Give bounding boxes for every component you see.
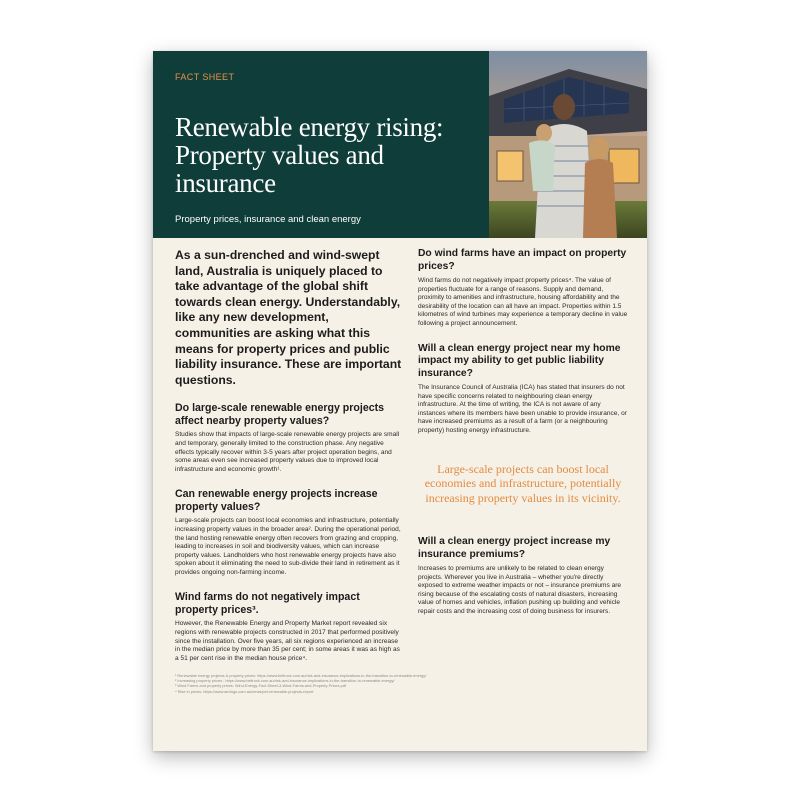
section-heading: Do wind farms have an impact on property prices? — [418, 248, 627, 272]
section-body: The Insurance Council of Australia (ICA) has stated that insurers do not have specific concerns related to neighbouring clean energy infrastructure. At the time of writing, the ICA is not aware of any instances where its members have been unable to provide insurance, or have increased premiums as a result of a farm (or a neighbouring property) hosting energy infrastructure. — [418, 384, 627, 435]
section-body: Wind farms do not negatively impact property prices⁴. The value of properties fluctuate for a range of reasons. Supply and demand, proximity to amenities and infrastructure, housing affordability and the desirability of the location can all have an impact. Properties within 1.5 kilometres of wind turbines may experience a temporary decline in value following a project announcement. — [418, 277, 628, 327]
family-house-solar-photo — [489, 51, 647, 238]
fact-sheet-page — [153, 51, 647, 751]
footnote: ¹ Renewable energy projects & property prices: https://www.bellrock.com.au/risk-and-insurance-implications-in-the-transition-to-renewable-energy/ — [175, 673, 427, 678]
title-line: Property values and — [175, 140, 384, 170]
section-heading: Will a clean energy project near my home impact my ability to get public liability insurance? — [418, 342, 621, 379]
eyebrow-label: FACT SHEET — [175, 72, 235, 82]
footnote: ⁴ Rise in prices: https://www.aerlogo.com.au/news/pet-renewable-projects-report — [175, 688, 314, 694]
title-line: Renewable energy rising: — [175, 112, 444, 142]
page-subtitle: Property prices, insurance and clean energy — [175, 214, 361, 225]
footnote: ² Increasing property prices : https://www.bellrock.com.au/risk-and-insurance-implications-in-the-transition-to-renewable-energy/ — [175, 678, 395, 684]
section-heading: Wind farms do not negatively impact property prices³. — [175, 591, 360, 616]
section-body: Studies show that impacts of large-scale renewable energy projects are small and temporary, generally limited to the construction phase. Any negative effects typically recover within 3-5 years after project operation begins, and some areas even see increased property values due to improved local infrastructure and economic growth¹. — [175, 431, 400, 473]
section-heading: Can renewable energy projects increase property values? — [175, 488, 378, 513]
header-banner — [153, 51, 489, 238]
left-column — [175, 248, 403, 677]
section-body: Increases to premiums are unlikely to be related to clean energy projects. Wherever you live in Australia – whether you're directly exposed to extreme weather impacts or not – insurance premiums are rising because of the escalating costs of natural disasters, increasing value of homes and vehicles, inflation pushing up building and vehicle repair costs and the increasing cost of doing business for insurers. — [418, 565, 622, 615]
footnote: ³ Wind Farms and property prices: Wind-Energy-Fact-Sheet-3-Wind-Farms-and-Property-Prices.pdf — [175, 683, 347, 689]
title-line: insurance — [175, 168, 276, 198]
section-body: However, the Renewable Energy and Property Market report revealed six regions with renewable projects constructed in 2017 that performed positively since the installation. Over five years, all six regions experienced an increase in the median price by more than 35 per cent; in some areas it was as high as a 51 per cent rise in the median house price⁴. — [175, 620, 400, 662]
section-heading: Do large-scale renewable energy projects affect nearby property values? — [175, 402, 385, 427]
page-title — [175, 113, 485, 197]
section-heading: Will a clean energy project increase my insurance premiums? — [418, 536, 611, 560]
right-column — [418, 248, 628, 631]
section-body: Large-scale projects can boost local economies and infrastructure, potentially increasing property values in the broader area². During the operational period, the land hosting renewable energy often recovers from grazing and cropping, leading to increases in soil and biodiversity values, which can increase property values. Landholders who host renewable energy projects have also spoken about it eliminating the need to sub-divide their land in retirement as it provides ongoing non-farming income. — [175, 517, 401, 576]
pull-quote: Large-scale projects can boost local economies and infrastructure, potentially increasing property values in its vicinity. — [424, 461, 622, 506]
intro-paragraph: As a sun-drenched and wind-swept land, Australia is uniquely placed to take advantage of the global shift towards clean energy. Understandably, like any new development, communities are asking what this means for property prices and public liability insurance. These are important questions. — [175, 248, 402, 387]
footnotes — [175, 673, 615, 694]
